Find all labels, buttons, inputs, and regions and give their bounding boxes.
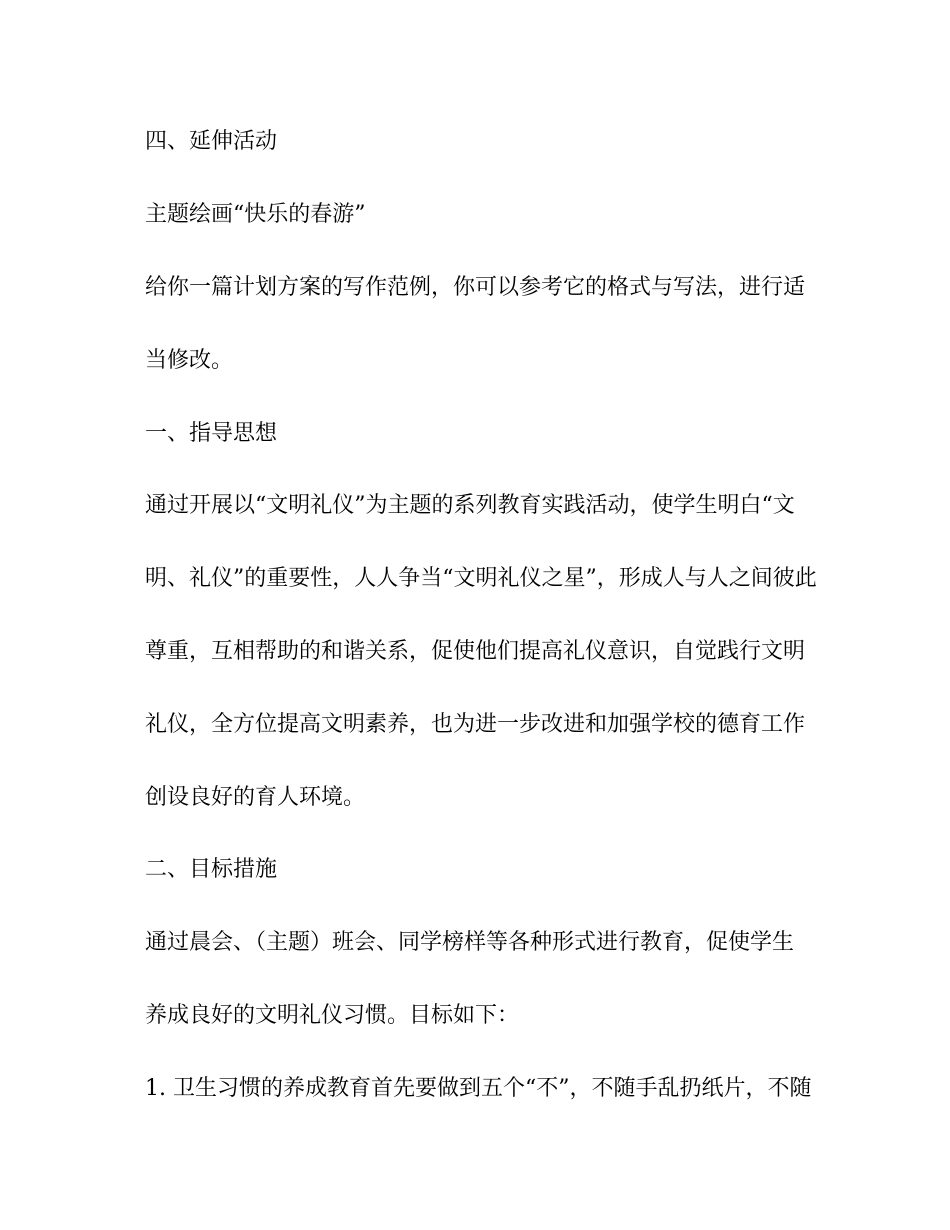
section-heading-extension-activities: 四、延伸活动 xyxy=(145,129,278,154)
paragraph-line: 明、礼仪”的重要性，人人争当“文明礼仪之星”，形成人与人之间彼此 xyxy=(145,566,817,591)
paragraph-line: 礼仪，全方位提高文明素养，也为进一步改进和加强学校的德育工作 xyxy=(145,712,806,737)
paragraph-line: 尊重，互相帮助的和谐关系，促使他们提高礼仪意识，自觉践行文明 xyxy=(145,639,806,664)
section-heading-guiding-ideology: 一、指导思想 xyxy=(145,421,278,446)
paragraph-line: 当修改。 xyxy=(145,348,234,373)
list-item-line: 1. 卫生习惯的养成教育首先要做到五个“不”，不随手乱扔纸片，不随 xyxy=(145,1076,812,1101)
paragraph-line: 创设良好的育人环境。 xyxy=(145,785,366,810)
paragraph-line: 养成良好的文明礼仪习惯。目标如下： xyxy=(145,1003,520,1028)
paragraph-line: 通过晨会、（主题）班会、同学榜样等各种形式进行教育，促使学生 xyxy=(145,930,795,955)
paragraph-line: 给你一篇计划方案的写作范例，你可以参考它的格式与写法，进行适 xyxy=(145,275,806,300)
section-heading-goals-measures: 二、目标措施 xyxy=(145,857,278,882)
paragraph-line: 通过开展以“文明礼仪”为主题的系列教育实践活动，使学生明白“文 xyxy=(145,493,795,518)
paragraph-line: 主题绘画“快乐的春游” xyxy=(145,202,366,227)
